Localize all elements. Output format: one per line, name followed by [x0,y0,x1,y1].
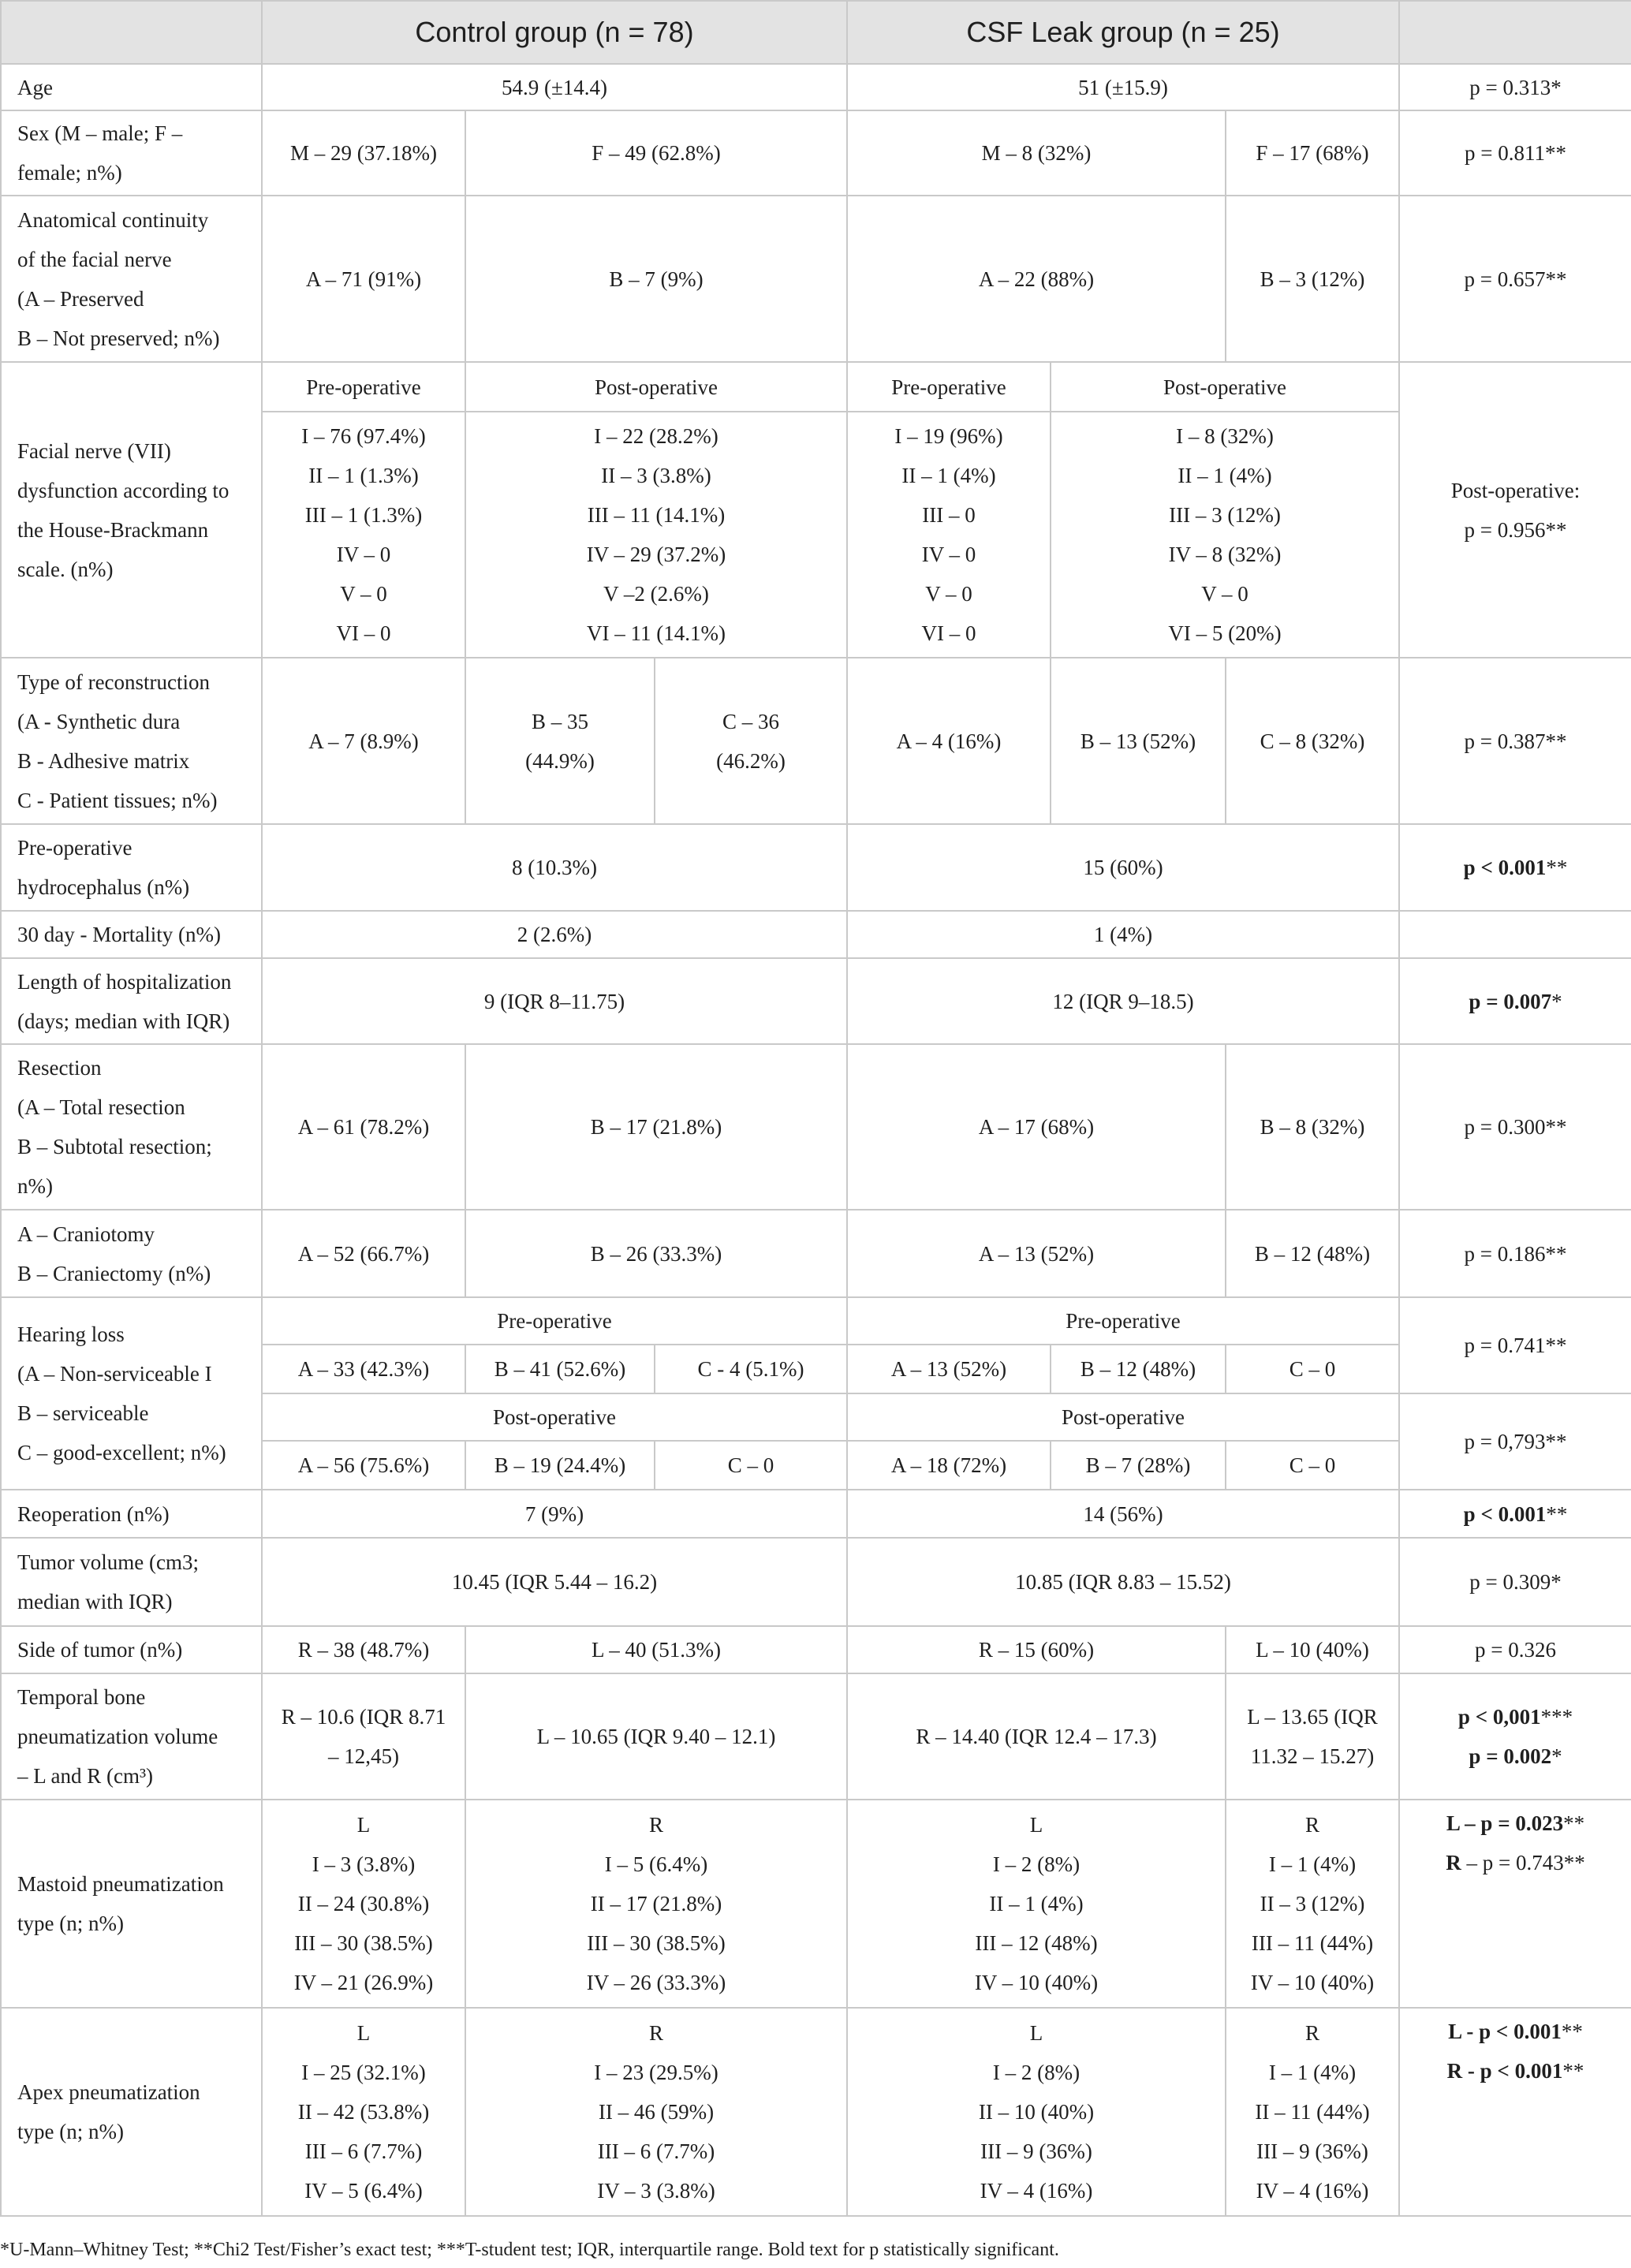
control-value: B – 17 (21.8%) [465,1044,847,1210]
control-value: L – 10.65 (IQR 9.40 – 12.1) [465,1673,847,1800]
p-value: p = 0.811** [1399,110,1631,196]
csf-value: A – 17 (68%) [847,1044,1226,1210]
control-value: B – 35 (44.9%) [465,658,655,824]
csf-value: C – 8 (32%) [1226,658,1399,824]
control-value: 2 (2.6%) [262,911,847,958]
p-value: L - p < 0.001** R - p < 0.001** [1399,2008,1631,2216]
header-csf: CSF Leak group (n = 25) [847,1,1399,64]
control-value: F – 49 (62.8%) [465,110,847,196]
csf-value: R – 14.40 (IQR 12.4 – 17.3) [847,1673,1226,1800]
header-control: Control group (n = 78) [262,1,847,64]
row-label: 30 day - Mortality (n%) [1,911,262,958]
row-craniotomy [1,1210,1631,1297]
row-label: Temporal bone pneumatization volume – L and R (cm³) [1,1673,262,1800]
row-label: A – Craniotomy B – Craniectomy (n%) [1,1210,262,1297]
row-reoperation [1,1490,1631,1538]
p-value [1399,911,1631,958]
row-mastoid [1,1800,1631,2008]
control-post-label: Post-operative [262,1393,847,1441]
control-pre-label: Pre-operative [262,1297,847,1345]
row-label: Resection (A – Total resection B – Subtotal resection; n%) [1,1044,262,1210]
csf-value: A – 22 (88%) [847,196,1226,362]
control-value: 8 (10.3%) [262,824,847,911]
control-value: A – 71 (91%) [262,196,465,362]
csf-value: B – 12 (48%) [1226,1210,1399,1297]
control-value: R – 10.6 (IQR 8.71 – 12,45) [262,1673,465,1800]
row-resection [1,1044,1631,1210]
control-pre-label: Pre-operative [262,362,465,412]
csf-value: A – 4 (16%) [847,658,1051,824]
row-temporal [1,1673,1631,1800]
row-sex [1,110,1631,196]
row-continuity [1,196,1631,362]
control-value: R I – 23 (29.5%) II – 46 (59%) III – 6 (7.7%) IV – 3 (3.8%) [465,2008,847,2216]
csf-value: B – 12 (48%) [1051,1345,1226,1393]
control-post-label: Post-operative [465,362,847,412]
control-value: 9 (IQR 8–11.75) [262,958,847,1044]
csf-value: R I – 1 (4%) II – 3 (12%) III – 11 (44%) IV – 10 (40%) [1226,1800,1399,2008]
csf-value: C – 0 [1226,1345,1399,1393]
row-label: Hearing loss (A – Non-serviceable I B – serviceable C – good-excellent; n%) [1,1297,262,1490]
p-value: L – p = 0.023** R – p = 0.743** [1399,1800,1631,2008]
csf-value: 15 (60%) [847,824,1399,911]
row-label: Pre-operative hydrocephalus (n%) [1,824,262,911]
row-hydrocephalus [1,824,1631,911]
row-mortality [1,911,1631,958]
control-value: L – 40 (51.3%) [465,1626,847,1673]
csf-value: 14 (56%) [847,1490,1399,1538]
csf-value: 10.85 (IQR 8.83 – 15.52) [847,1538,1399,1626]
row-age [1,64,1631,110]
p-value: p = 0.309* [1399,1538,1631,1626]
p-value: p < 0,001*** p = 0.002* [1399,1673,1631,1800]
csf-value: F – 17 (68%) [1226,110,1399,196]
csf-post-values: I – 8 (32%) II – 1 (4%) III – 3 (12%) IV – 8 (32%) V – 0 VI – 5 (20%) [1051,412,1399,658]
control-value: A – 7 (8.9%) [262,658,465,824]
control-value: L I – 25 (32.1%) II – 42 (53.8%) III – 6 (7.7%) IV – 5 (6.4%) [262,2008,465,2216]
control-value: B – 7 (9%) [465,196,847,362]
csf-value: L I – 2 (8%) II – 10 (40%) III – 9 (36%) IV – 4 (16%) [847,2008,1226,2216]
p-value: p = 0,793** [1399,1393,1631,1490]
header-row [1,1,1631,64]
row-hospitalization [1,958,1631,1044]
csf-value: L – 13.65 (IQR 11.32 – 15.27) [1226,1673,1399,1800]
control-value: A – 56 (75.6%) [262,1441,465,1490]
row-label: Mastoid pneumatization type (n; n%) [1,1800,262,2008]
csf-value: A – 13 (52%) [847,1210,1226,1297]
control-value: C – 36 (46.2%) [655,658,847,824]
control-value: B – 19 (24.4%) [465,1441,655,1490]
control-value: 10.45 (IQR 5.44 – 16.2) [262,1538,847,1626]
p-value: p = 0.313* [1399,64,1631,110]
control-pre-values: I – 76 (97.4%) II – 1 (1.3%) III – 1 (1.3%) IV – 0 V – 0 VI – 0 [262,412,465,658]
row-reconstruction [1,658,1631,824]
csf-value: L I – 2 (8%) II – 1 (4%) III – 12 (48%) IV – 10 (40%) [847,1800,1226,2008]
control-value: R I – 5 (6.4%) II – 17 (21.8%) III – 30 (38.5%) IV – 26 (33.3%) [465,1800,847,2008]
p-value: p = 0.387** [1399,658,1631,824]
csf-value: R I – 1 (4%) II – 11 (44%) III – 9 (36%) IV – 4 (16%) [1226,2008,1399,2216]
control-value: B – 41 (52.6%) [465,1345,655,1393]
csf-value: B – 3 (12%) [1226,196,1399,362]
p-value: Post-operative: p = 0.956** [1399,362,1631,658]
row-label: Type of reconstruction (A - Synthetic dura B - Adhesive matrix C - Patient tissues; n%) [1,658,262,824]
csf-value: B – 7 (28%) [1051,1441,1226,1490]
p-value: p < 0.001** [1399,824,1631,911]
table-footnote: *U-Mann–Whitney Test; **Chi2 Test/Fisher’s exact test; ***T-student test; IQR, interquartile range. Bold text for p statistically significant. [0,2240,1059,2260]
control-value: C – 0 [655,1441,847,1490]
csf-value: M – 8 (32%) [847,110,1226,196]
row-label: Reoperation (n%) [1,1490,262,1538]
csf-value: A – 13 (52%) [847,1345,1051,1393]
control-value: A – 33 (42.3%) [262,1345,465,1393]
row-label: Anatomical continuity of the facial nerve (A – Preserved B – Not preserved; n%) [1,196,262,362]
row-hearing-pre-label [1,1297,1631,1345]
control-value: A – 52 (66.7%) [262,1210,465,1297]
csf-pre-label: Pre-operative [847,362,1051,412]
row-tumor-volume [1,1538,1631,1626]
csf-pre-values: I – 19 (96%) II – 1 (4%) III – 0 IV – 0 V – 0 VI – 0 [847,412,1051,658]
row-apex [1,2008,1631,2216]
control-post-values: I – 22 (28.2%) II – 3 (3.8%) III – 11 (14.1%) IV – 29 (37.2%) V –2 (2.6%) VI – 11 (14.1%) [465,412,847,658]
row-label: Length of hospitalization (days; median with IQR) [1,958,262,1044]
header-p [1399,1,1631,64]
control-value: R – 38 (48.7%) [262,1626,465,1673]
csf-value: A – 18 (72%) [847,1441,1051,1490]
control-value: L I – 3 (3.8%) II – 24 (30.8%) III – 30 (38.5%) IV – 21 (26.9%) [262,1800,465,2008]
row-label: Apex pneumatization type (n; n%) [1,2008,262,2216]
p-value: p < 0.001** [1399,1490,1631,1538]
row-label: Side of tumor (n%) [1,1626,262,1673]
csf-post-label: Post-operative [1051,362,1399,412]
csf-value: 1 (4%) [847,911,1399,958]
csf-value: C – 0 [1226,1441,1399,1490]
row-label: Facial nerve (VII) dysfunction according to the House-Brackmann scale. (n%) [1,362,262,658]
csf-value: R – 15 (60%) [847,1626,1226,1673]
header-blank [1,1,262,64]
row-label: Age [1,64,262,110]
csf-value: L – 10 (40%) [1226,1626,1399,1673]
p-value: p = 0.186** [1399,1210,1631,1297]
csf-pre-label: Pre-operative [847,1297,1399,1345]
p-value: p = 0.741** [1399,1297,1631,1393]
p-value: p = 0.326 [1399,1626,1631,1673]
csf-value: B – 8 (32%) [1226,1044,1399,1210]
row-facial-subheader [1,362,1631,412]
control-value: M – 29 (37.18%) [262,110,465,196]
control-value: C - 4 (5.1%) [655,1345,847,1393]
p-value: p = 0.300** [1399,1044,1631,1210]
row-label: Sex (M – male; F – female; n%) [1,110,262,196]
p-value: p = 0.007* [1399,958,1631,1044]
row-label: Tumor volume (cm3; median with IQR) [1,1538,262,1626]
csf-value: 51 (±15.9) [847,64,1399,110]
p-value: p = 0.657** [1399,196,1631,362]
control-value: 54.9 (±14.4) [262,64,847,110]
csf-value: 12 (IQR 9–18.5) [847,958,1399,1044]
csf-post-label: Post-operative [847,1393,1399,1441]
csf-value: B – 13 (52%) [1051,658,1226,824]
control-value: A – 61 (78.2%) [262,1044,465,1210]
control-value: 7 (9%) [262,1490,847,1538]
control-value: B – 26 (33.3%) [465,1210,847,1297]
row-side [1,1626,1631,1673]
